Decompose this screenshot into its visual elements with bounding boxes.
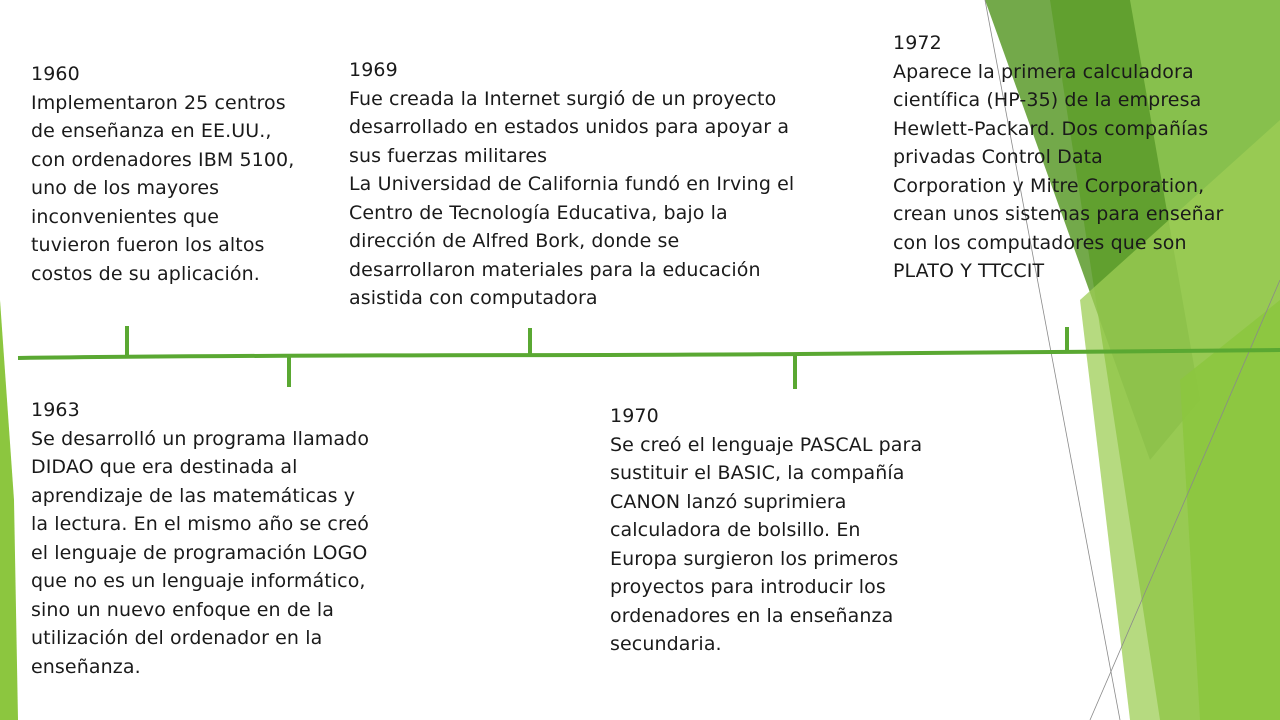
event-1960 bbox=[31, 60, 331, 288]
event-year: 1963 bbox=[31, 399, 80, 421]
event-year: 1972 bbox=[893, 32, 942, 54]
event-description: Aparece la primera calculadora científica (HP-35) de la empresa Hewlett-Packard. Dos compañías privadas Control Data Corporation y Mitre Corporation, crean unos sistemas para enseñar con los computadores que son PLATO Y TTCCIT bbox=[893, 60, 1224, 282]
event-year: 1970 bbox=[610, 405, 659, 427]
event-year: 1969 bbox=[349, 59, 398, 81]
event-description: Implementaron 25 centros de enseñanza en EE.UU., con ordenadores IBM 5100, uno de los mayores inconvenientes que tuvieron fueron los altos costos de su aplicación. bbox=[31, 91, 295, 285]
event-description: Se desarrolló un programa llamado DIDAO que era destinada al aprendizaje de las matemáticas y la lectura. En el mismo año se creó el lenguaje de programación LOGO que no es un lenguaje informático, sino un nuevo enfoque en de la utilización del ordenador en la enseñanza. bbox=[31, 427, 370, 678]
event-1972 bbox=[893, 29, 1253, 286]
event-1969 bbox=[349, 56, 859, 313]
event-1963 bbox=[31, 396, 426, 681]
event-description-secondary: La Universidad de California fundó en Irving el Centro de Tecnología Educativa, bajo la dirección de Alfred Bork, donde se desarrollaron materiales para la educación asistida con computadora bbox=[349, 173, 795, 309]
event-1970 bbox=[610, 402, 970, 659]
event-description: Fue creada la Internet surgió de un proyecto desarrollado en estados unidos para apoyar a sus fuerzas militares bbox=[349, 87, 790, 167]
timeline-axis bbox=[18, 350, 1280, 358]
event-year: 1960 bbox=[31, 63, 80, 85]
event-description: Se creó el lenguaje PASCAL para sustituir el BASIC, la compañía CANON lanzó suprimiera calculadora de bolsillo. En Europa surgieron los primeros proyectos para introducir los ordenadores en la enseñanza secundaria. bbox=[610, 433, 923, 655]
